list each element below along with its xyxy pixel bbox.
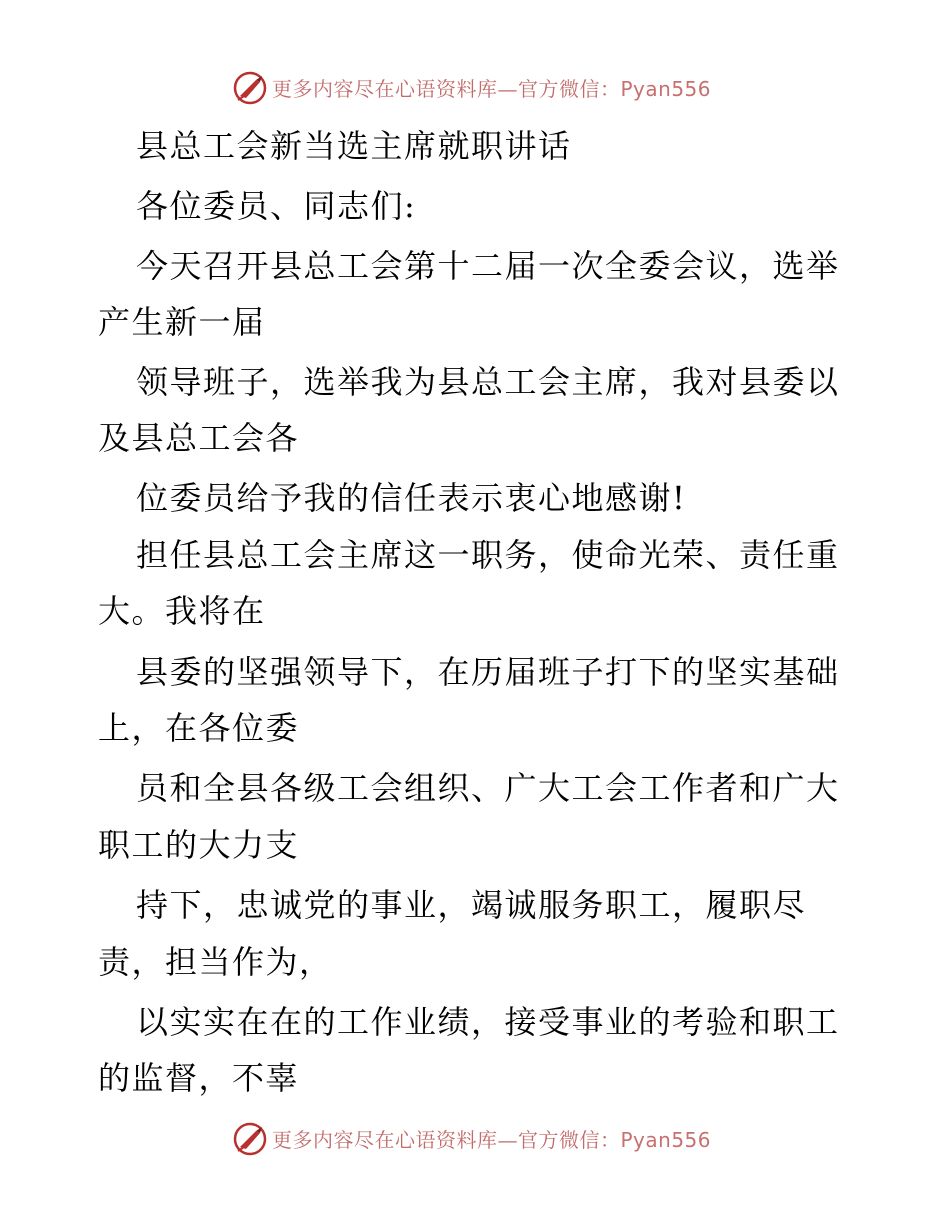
text-line: 位委员给予我的信任表示衷心地感谢! (136, 479, 687, 517)
text-line: 责，担当作为， (98, 943, 333, 981)
text-line: 职工的大力支 (98, 826, 300, 864)
header-watermark-banner (0, 70, 950, 110)
text-line: 及县总工会各 (98, 419, 300, 457)
salutation: 各位委员、同志们: (136, 187, 417, 225)
watermark-text (272, 1127, 711, 1153)
text-line: 的监督，不辜 (98, 1059, 300, 1097)
document-title: 县总工会新当选主席就职讲话 (136, 127, 572, 165)
text-line: 大。我将在 (98, 592, 266, 630)
pen-quill-logo-icon (232, 1121, 268, 1157)
text-line: 担任县总工会主席这一职务，使命光荣、责任重 (136, 536, 840, 574)
text-line: 以实实在在的工作业绩，接受事业的考验和职工 (136, 1003, 840, 1041)
text-line: 领导班子，选举我为县总工会主席，我对县委以 (136, 363, 840, 401)
text-line: 上，在各位委 (98, 709, 300, 747)
text-line: 县委的坚强领导下，在历届班子打下的坚实基础 (136, 653, 840, 691)
text-line: 持下，忠诚党的事业，竭诚服务职工，履职尽 (136, 886, 807, 924)
footer-watermark-banner (0, 1121, 950, 1161)
pen-quill-logo-icon (232, 70, 268, 106)
watermark-label: 更多内容尽在心语资料库—官方微信： (272, 1128, 621, 1152)
text-line: 产生新一届 (98, 303, 266, 341)
wechat-id: Pyan556 (620, 1128, 712, 1152)
watermark-text (272, 76, 711, 102)
text-line: 员和全县各级工会组织、广大工会工作者和广大 (136, 769, 840, 807)
watermark-label: 更多内容尽在心语资料库—官方微信： (272, 77, 621, 101)
text-line: 今天召开县总工会第十二届一次全委会议，选举 (136, 247, 840, 285)
wechat-id: Pyan556 (620, 77, 712, 101)
